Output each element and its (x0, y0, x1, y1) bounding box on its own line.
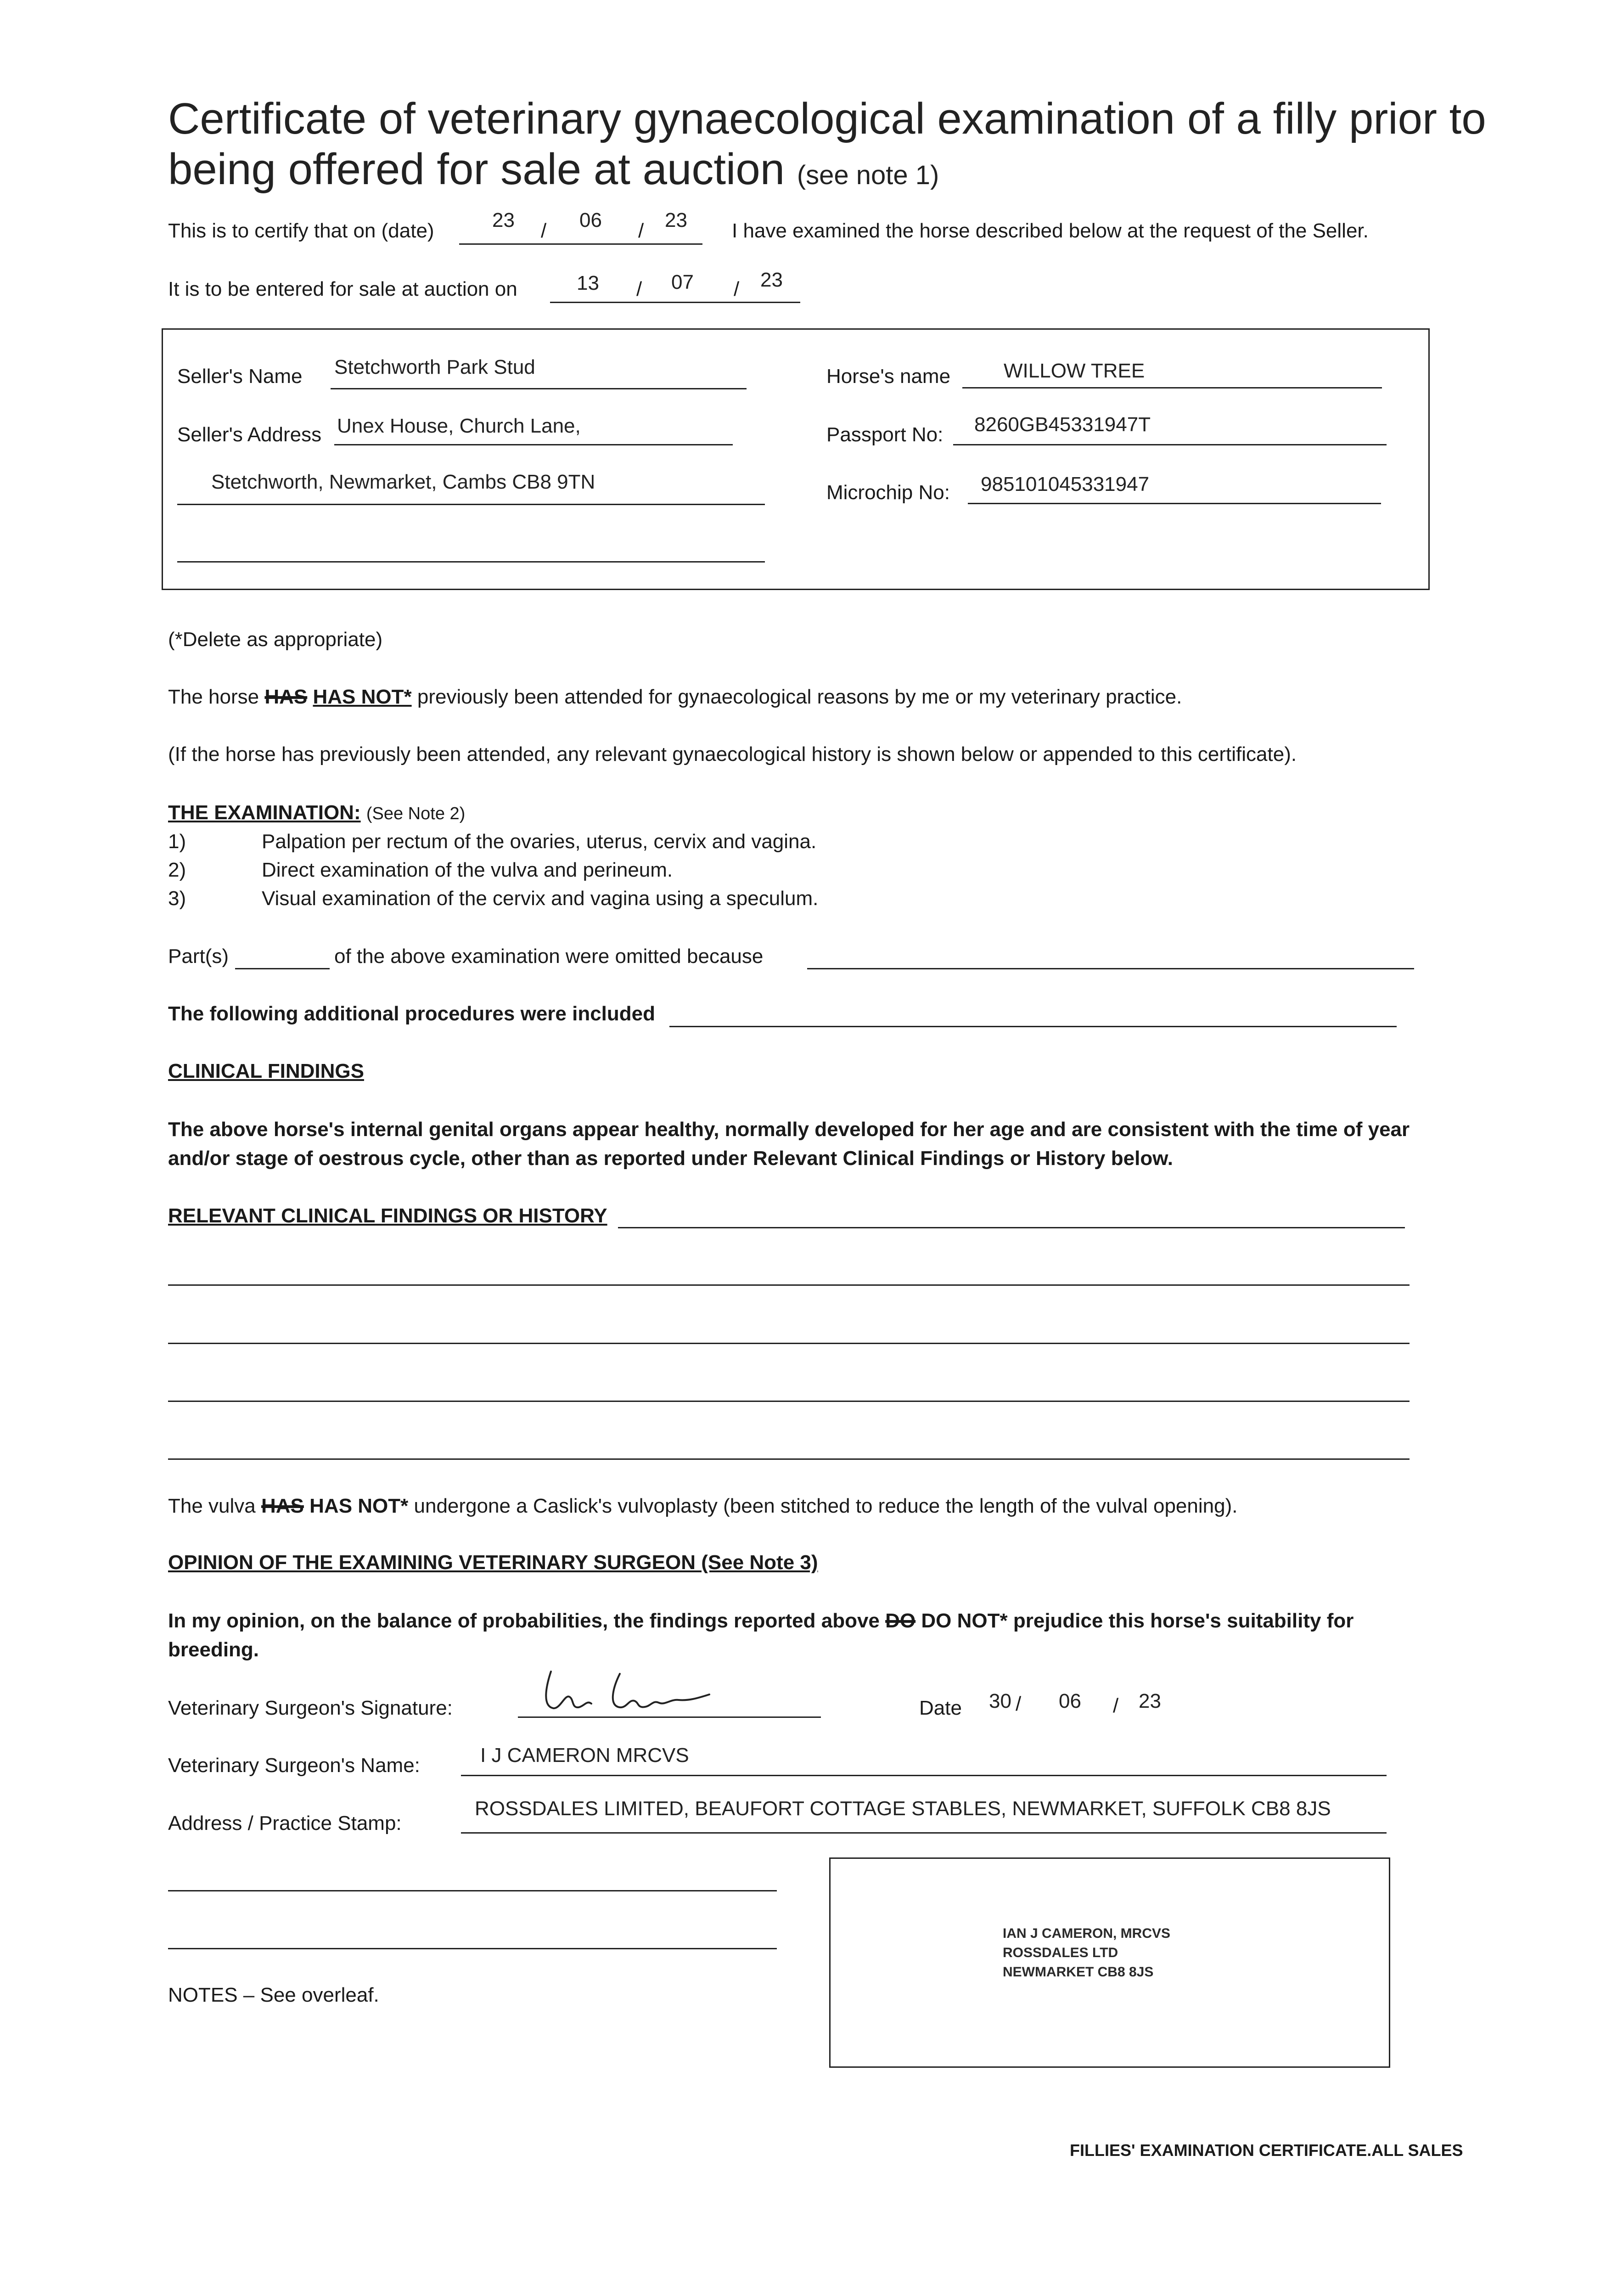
seller-address-1: Unex House, Church Lane, (337, 415, 581, 437)
practice-address-line (461, 1832, 1387, 1834)
attended-sentence (168, 686, 1182, 709)
date-label: Date (919, 1697, 962, 1719)
stamp-line-2: ROSSDALES LTD (1003, 1945, 1118, 1960)
exam-item-3-num: 3) (168, 887, 186, 910)
passport-label: Passport No: (826, 423, 943, 446)
title-line-2 (168, 145, 939, 200)
auction-date-line (550, 302, 800, 303)
auction-month: 07 (671, 271, 694, 293)
seller-address-label: Seller's Address (177, 423, 322, 446)
auction-year: 23 (760, 269, 783, 291)
title-line-1: Certificate of veterinary gynaecological examination of a filly prior to (168, 94, 1486, 143)
exam-item-1-text: Palpation per rectum of the ovaries, uterus, cervix and vagina. (262, 830, 817, 853)
certify-suffix: I have examined the horse described below at the request of the Seller. (732, 219, 1369, 242)
certify-day: 23 (492, 209, 515, 231)
vulva-prefix: The vulva (168, 1495, 256, 1517)
opinion-prefix: In my opinion, on the balance of probabilities, the findings reported above (168, 1609, 880, 1632)
vulva-sentence (168, 1495, 1237, 1518)
handwritten-signature (533, 1662, 725, 1717)
certify-slash-1: / (541, 219, 547, 242)
clinical-statement-1: The above horse's internal genital organs appear healthy, normally developed for her age and are consistent with the time of year (168, 1118, 1410, 1141)
auction-prefix: It is to be entered for sale at auction on (168, 278, 517, 300)
exam-item-2-text: Direct examination of the vulva and perineum. (262, 859, 673, 881)
signature-line (518, 1716, 821, 1718)
sign-date-month: 06 (1059, 1690, 1081, 1712)
address-label: Address / Practice Stamp: (168, 1812, 402, 1835)
omitted-reason-line (807, 968, 1414, 969)
sign-date-day: 30 (989, 1690, 1011, 1712)
relevant-line-5 (168, 1458, 1410, 1460)
title-note: (see note 1) (797, 160, 939, 190)
seller-address-2: Stetchworth, Newmarket, Cambs CB8 9TN (211, 471, 595, 493)
relevant-heading: RELEVANT CLINICAL FINDINGS OR HISTORY (168, 1204, 607, 1227)
exam-item-3-text: Visual examination of the cervix and vagina using a speculum. (262, 887, 819, 910)
sign-date-year: 23 (1139, 1690, 1161, 1712)
attended-struck-option: HAS (264, 686, 308, 708)
vulva-choice: HAS NOT* (309, 1495, 409, 1517)
additional-line (669, 1026, 1397, 1027)
sign-date-slash-1: / (1016, 1693, 1022, 1715)
seller-name-line (331, 388, 747, 389)
horse-name-line (962, 387, 1382, 388)
notes-label: NOTES – See overleaf. (168, 1984, 379, 2006)
practice-stamp (1003, 1924, 1170, 1982)
seller-address-line-3 (177, 561, 765, 563)
opinion-struck-option: DO (885, 1609, 916, 1632)
address-extra-line-1 (168, 1890, 777, 1891)
horse-name-value: WILLOW TREE (1004, 360, 1145, 382)
examination-heading-row (168, 801, 465, 824)
microchip-line (968, 503, 1381, 504)
attended-choice: HAS NOT* (313, 686, 412, 708)
stamp-line-1: IAN J CAMERON, MRCVS (1003, 1926, 1171, 1941)
microchip-label: Microchip No: (826, 481, 950, 504)
opinion-heading: OPINION OF THE EXAMINING VETERINARY SURGEON (See Note 3) (168, 1551, 818, 1574)
microchip-value: 985101045331947 (981, 473, 1150, 495)
delete-note: (*Delete as appropriate) (168, 628, 383, 651)
sign-date-slash-2: / (1113, 1694, 1119, 1717)
seller-address-line-2 (177, 504, 765, 505)
examination-heading: THE EXAMINATION: (168, 801, 361, 824)
history-note: (If the horse has previously been attended, any relevant gynaecological history is shown below or appended to this certificate). (168, 743, 1297, 765)
relevant-line-1 (618, 1227, 1405, 1228)
clinical-statement-2: and/or stage of oestrous cycle, other than as reported under Relevant Clinical Findings or History below. (168, 1147, 1174, 1170)
parts-middle: of the above examination were omitted because (334, 945, 764, 968)
examination-heading-note: (See Note 2) (366, 804, 466, 823)
surgeon-name-label: Veterinary Surgeon's Name: (168, 1754, 420, 1777)
opinion-sentence (168, 1609, 1353, 1632)
parts-prefix: Part(s) (168, 945, 229, 968)
parts-line (235, 968, 330, 969)
seller-name-label: Seller's Name (177, 365, 303, 388)
certify-prefix: This is to certify that on (date) (168, 219, 434, 242)
title-main: being offered for sale at auction (168, 145, 785, 194)
vulva-struck-option: HAS (261, 1495, 304, 1517)
opinion-choice: DO NOT* (921, 1609, 1008, 1632)
passport-line (953, 444, 1387, 445)
surgeon-name-line (461, 1775, 1387, 1776)
certify-year: 23 (665, 209, 687, 231)
certify-slash-2: / (638, 219, 644, 242)
address-extra-line-2 (168, 1948, 777, 1949)
vulva-suffix: undergone a Caslick's vulvoplasty (been stitched to reduce the length of the vulval opening). (414, 1495, 1238, 1517)
practice-address-value: ROSSDALES LIMITED, BEAUFORT COTTAGE STABLES, NEWMARKET, SUFFOLK CB8 8JS (475, 1797, 1331, 1820)
opinion-suffix: prejudice this horse's suitability for (1013, 1609, 1354, 1632)
clinical-heading: CLINICAL FINDINGS (168, 1060, 364, 1082)
certify-date-line (459, 243, 702, 245)
signature-label: Veterinary Surgeon's Signature: (168, 1697, 453, 1719)
relevant-line-3 (168, 1343, 1410, 1344)
exam-item-1-num: 1) (168, 830, 186, 853)
seller-address-line-1 (334, 444, 733, 445)
opinion-line-2: breeding. (168, 1638, 259, 1661)
relevant-line-4 (168, 1401, 1410, 1402)
auction-slash-2: / (734, 278, 740, 300)
certify-month: 06 (579, 209, 602, 231)
seller-name-value: Stetchworth Park Stud (334, 356, 535, 378)
auction-day: 13 (577, 272, 599, 294)
attended-prefix: The horse (168, 686, 259, 708)
relevant-line-2 (168, 1284, 1410, 1286)
exam-item-2-num: 2) (168, 859, 186, 881)
stamp-line-3: NEWMARKET CB8 8JS (1003, 1964, 1154, 1980)
horse-name-label: Horse's name (826, 365, 951, 388)
attended-suffix: previously been attended for gynaecological reasons by me or my veterinary practice. (417, 686, 1182, 708)
passport-value: 8260GB45331947T (974, 413, 1151, 436)
footer-label: FILLIES' EXAMINATION CERTIFICATE.ALL SALES (1070, 2141, 1463, 2160)
surgeon-name-value: I J CAMERON MRCVS (480, 1744, 689, 1767)
auction-slash-1: / (636, 278, 642, 300)
additional-label: The following additional procedures were included (168, 1002, 656, 1025)
